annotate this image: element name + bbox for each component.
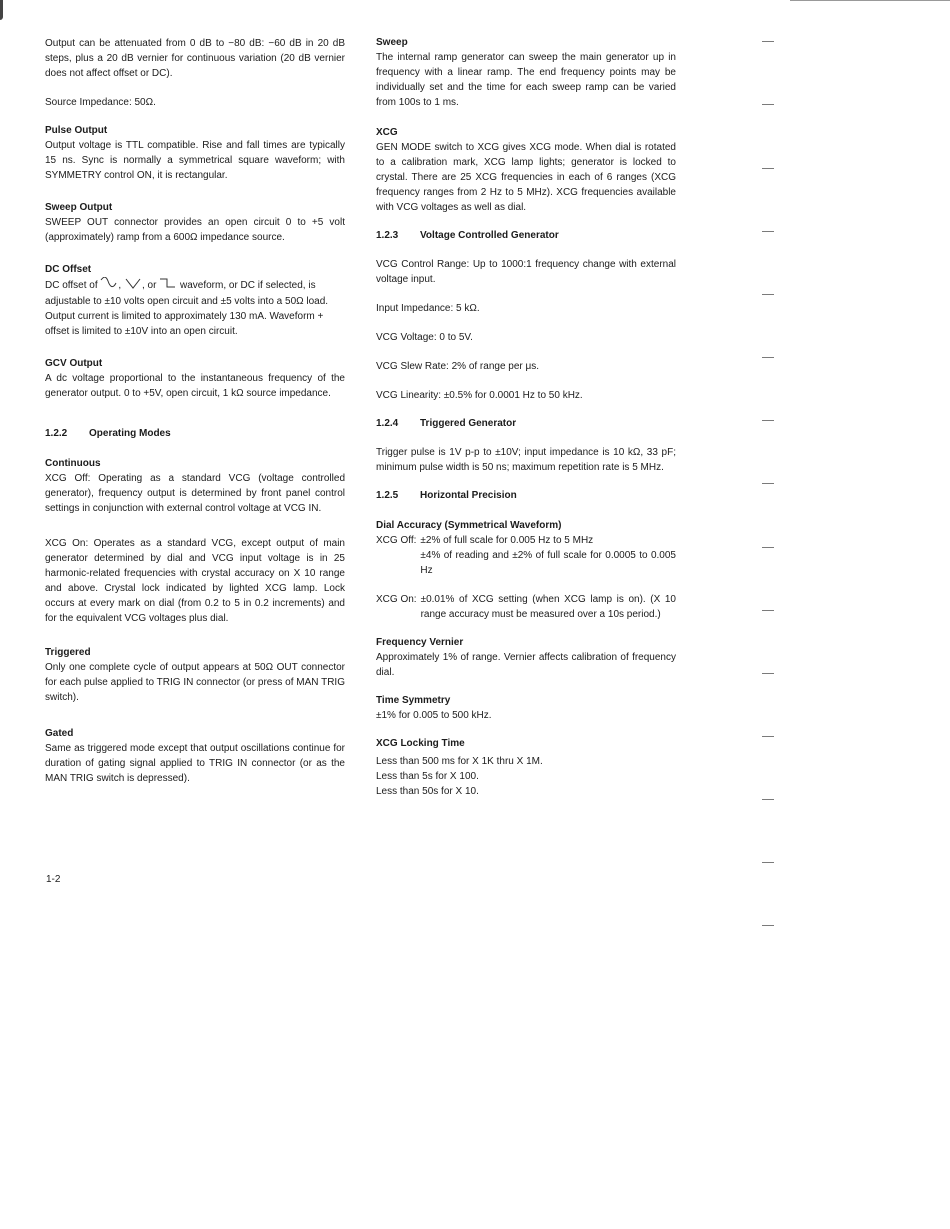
vcg-control-range: VCG Control Range: Up to 1000:1 frequency change with external voltage input. bbox=[376, 259, 676, 285]
dial-accuracy-xcg-on bbox=[376, 592, 676, 622]
triggered-heading: Triggered bbox=[45, 647, 91, 658]
sweep-text: The internal ramp generator can sweep the main generator up in frequency with a linear ramp. The end frequency points may be individually set and the time for each sweep ramp can be varied from 100s to 1 ms. bbox=[376, 52, 676, 108]
top-edge-rule bbox=[790, 0, 950, 1]
xcg-off-label: XCG Off: bbox=[376, 535, 417, 546]
frequency-vernier-text: Approximately 1% of range. Vernier affects calibration of frequency dial. bbox=[376, 652, 676, 678]
section-number: 1.2.4 bbox=[376, 418, 399, 429]
xcg-locking-time-heading: XCG Locking Time bbox=[376, 738, 465, 749]
triggered-text: Only one complete cycle of output appears at 50Ω OUT connector for each pulse applied to TRIG IN connector (or press of MAN TRIG switch). bbox=[45, 662, 345, 703]
edge-mark bbox=[762, 41, 774, 42]
dc-offset-sep1: , bbox=[118, 280, 122, 292]
vcg-linearity: VCG Linearity: ±0.5% for 0.0001 Hz to 50 kHz. bbox=[376, 390, 583, 401]
edge-mark bbox=[762, 104, 774, 105]
section-title: Triggered Generator bbox=[420, 418, 517, 429]
dc-offset-section bbox=[45, 263, 345, 339]
locking-time-line: Less than 5s for X 100. bbox=[376, 771, 479, 782]
xcg-locking-time-section bbox=[376, 737, 676, 799]
sweep-heading: Sweep bbox=[376, 37, 408, 48]
dc-offset-heading: DC Offset bbox=[45, 264, 92, 275]
edge-mark bbox=[762, 547, 774, 548]
sweep-output-section bbox=[45, 201, 345, 245]
edge-mark bbox=[762, 357, 774, 358]
edge-mark bbox=[762, 294, 774, 295]
square-wave-icon bbox=[159, 277, 177, 294]
sweep-output-heading: Sweep Output bbox=[45, 202, 113, 213]
xcg-off-line2: ±4% of reading and ±2% of full scale for 0.0005 to 0.005 Hz bbox=[420, 550, 676, 576]
frequency-vernier-heading: Frequency Vernier bbox=[376, 637, 464, 648]
dial-accuracy-section bbox=[376, 519, 676, 622]
operating-modes-heading bbox=[45, 427, 345, 441]
section-number: 1.2.3 bbox=[376, 230, 399, 241]
edge-mark bbox=[762, 168, 774, 169]
time-symmetry-text: ±1% for 0.005 to 500 kHz. bbox=[376, 710, 492, 721]
triggered-generator-heading bbox=[376, 417, 676, 431]
pulse-output-text: Output voltage is TTL compatible. Rise and fall times are typically 15 ns. Sync is normally a symmetrical square waveform; with SYMMETRY control ON, it is rectangular. bbox=[45, 140, 345, 181]
pulse-output-heading: Pulse Output bbox=[45, 125, 108, 136]
gated-text: Same as triggered mode except that output oscillations continue for duration of gating signal applied to TRIG IN connector (or as the MAN TRIG switch is depressed). bbox=[45, 743, 345, 784]
locking-time-line: Less than 500 ms for X 1K thru X 1M. bbox=[376, 756, 543, 767]
pulse-output-section bbox=[45, 124, 345, 183]
edge-mark bbox=[762, 610, 774, 611]
triggered-generator-text: Trigger pulse is 1V p-p to ±10V; input impedance is 10 kΩ, 33 pF; minimum pulse width is 50 ns; maximum repetition rate is 5 MHz. bbox=[376, 447, 676, 473]
vcg-voltage: VCG Voltage: 0 to 5V. bbox=[376, 332, 473, 343]
section-title: Operating Modes bbox=[89, 428, 171, 439]
dial-accuracy-heading: Dial Accuracy (Symmetrical Waveform) bbox=[376, 520, 562, 531]
continuous-xcg-off: XCG Off: Operating as a standard VCG (voltage controlled generator), frequency output is determined by front panel control settings in conjunction with external control voltage at VCG IN. bbox=[45, 473, 345, 514]
dc-offset-lead: DC offset of bbox=[45, 280, 98, 292]
continuous-xcg-on: XCG On: Operates as a standard VCG, except output of main generator determined by dial and VCG input voltage is in 25 harmonic-related frequencies with crystal accuracy on X 10 range and above. Crystal lock indicated by lighted XCG lamp. Lock occurs at every mark on dial (from 0.2 to 5 in 0.2 increments) and for the equivalent VCG voltages plus dial. bbox=[45, 538, 345, 624]
dial-accuracy-xcg-off bbox=[376, 533, 676, 578]
edge-mark bbox=[762, 231, 774, 232]
edge-mark bbox=[762, 925, 774, 926]
section-title: Horizontal Precision bbox=[420, 490, 517, 501]
xcg-off-line1: ±2% of full scale for 0.005 Hz to 5 MHz bbox=[420, 535, 594, 546]
edge-mark bbox=[762, 862, 774, 863]
page-corner-mark bbox=[0, 0, 3, 20]
triangle-wave-icon bbox=[124, 277, 142, 294]
vcg-input-impedance: Input Impedance: 5 kΩ. bbox=[376, 303, 480, 314]
gated-section bbox=[45, 727, 345, 786]
sweep-section bbox=[376, 36, 676, 110]
sweep-output-text: SWEEP OUT connector provides an open circuit 0 to +5 volt (approximately) ramp from a 600Ω impedance source. bbox=[45, 217, 345, 243]
xcg-off-values bbox=[420, 533, 676, 578]
frequency-vernier-section bbox=[376, 636, 676, 680]
locking-time-line: Less than 50s for X 10. bbox=[376, 786, 479, 797]
dc-offset-text bbox=[45, 277, 345, 339]
time-symmetry-section bbox=[376, 694, 676, 723]
section-title: Voltage Controlled Generator bbox=[420, 230, 559, 241]
gated-heading: Gated bbox=[45, 728, 74, 739]
section-number: 1.2.2 bbox=[45, 428, 68, 439]
right-column bbox=[376, 36, 676, 799]
xcg-on-text: ±0.01% of XCG setting (when XCG lamp is on). (X 10 range accuracy must be measured over a 10s period.) bbox=[420, 594, 676, 620]
edge-mark bbox=[762, 483, 774, 484]
continuous-section bbox=[45, 457, 345, 626]
triggered-section bbox=[45, 646, 345, 705]
xcg-section bbox=[376, 126, 676, 215]
vcg-slew-rate: VCG Slew Rate: 2% of range per μs. bbox=[376, 361, 540, 372]
gcv-output-section bbox=[45, 357, 345, 401]
edge-mark bbox=[762, 736, 774, 737]
continuous-heading: Continuous bbox=[45, 458, 101, 469]
sine-wave-icon bbox=[100, 277, 118, 294]
edge-mark bbox=[762, 420, 774, 421]
gcv-output-text: A dc voltage proportional to the instantaneous frequency of the generator output. 0 to +5V, open circuit, 1 kΩ source impedance. bbox=[45, 373, 345, 399]
vcg-heading bbox=[376, 229, 676, 243]
gcv-output-heading: GCV Output bbox=[45, 358, 103, 369]
attenuation-paragraph: Output can be attenuated from 0 dB to −80 dB: −60 dB in 20 dB steps, plus a 20 dB vernier for continuous variation (20 dB vernier does not affect offset or DC). bbox=[45, 38, 345, 79]
page-number: 1-2 bbox=[46, 874, 61, 885]
horizontal-precision-heading bbox=[376, 489, 676, 503]
xcg-text: GEN MODE switch to XCG gives XCG mode. When dial is rotated to a calibration mark, XCG lamp lights; generator is locked to crystal. There are 25 XCG frequencies in each of 6 ranges (XCG frequency ranges from 2 Hz to 5 MHz). XCG frequencies available with VCG voltages as well as dial. bbox=[376, 142, 676, 213]
xcg-on-label: XCG On: bbox=[376, 594, 417, 605]
time-symmetry-heading: Time Symmetry bbox=[376, 695, 451, 706]
edge-mark bbox=[762, 673, 774, 674]
dc-offset-after: waveform, or DC if bbox=[179, 280, 263, 292]
left-column bbox=[45, 36, 345, 786]
xcg-heading: XCG bbox=[376, 127, 398, 138]
edge-mark bbox=[762, 799, 774, 800]
source-impedance: Source Impedance: 50Ω. bbox=[45, 97, 156, 108]
section-number: 1.2.5 bbox=[376, 490, 399, 501]
dc-offset-rest: selected, is adjustable to ±10 volts open circuit and ±5 volts into a 50Ω load. Output current is limited to approximately 130 mA. Waveform + offset is limited to ±10V into an open circuit. bbox=[45, 280, 329, 337]
dc-offset-sep2: , or bbox=[141, 280, 157, 292]
